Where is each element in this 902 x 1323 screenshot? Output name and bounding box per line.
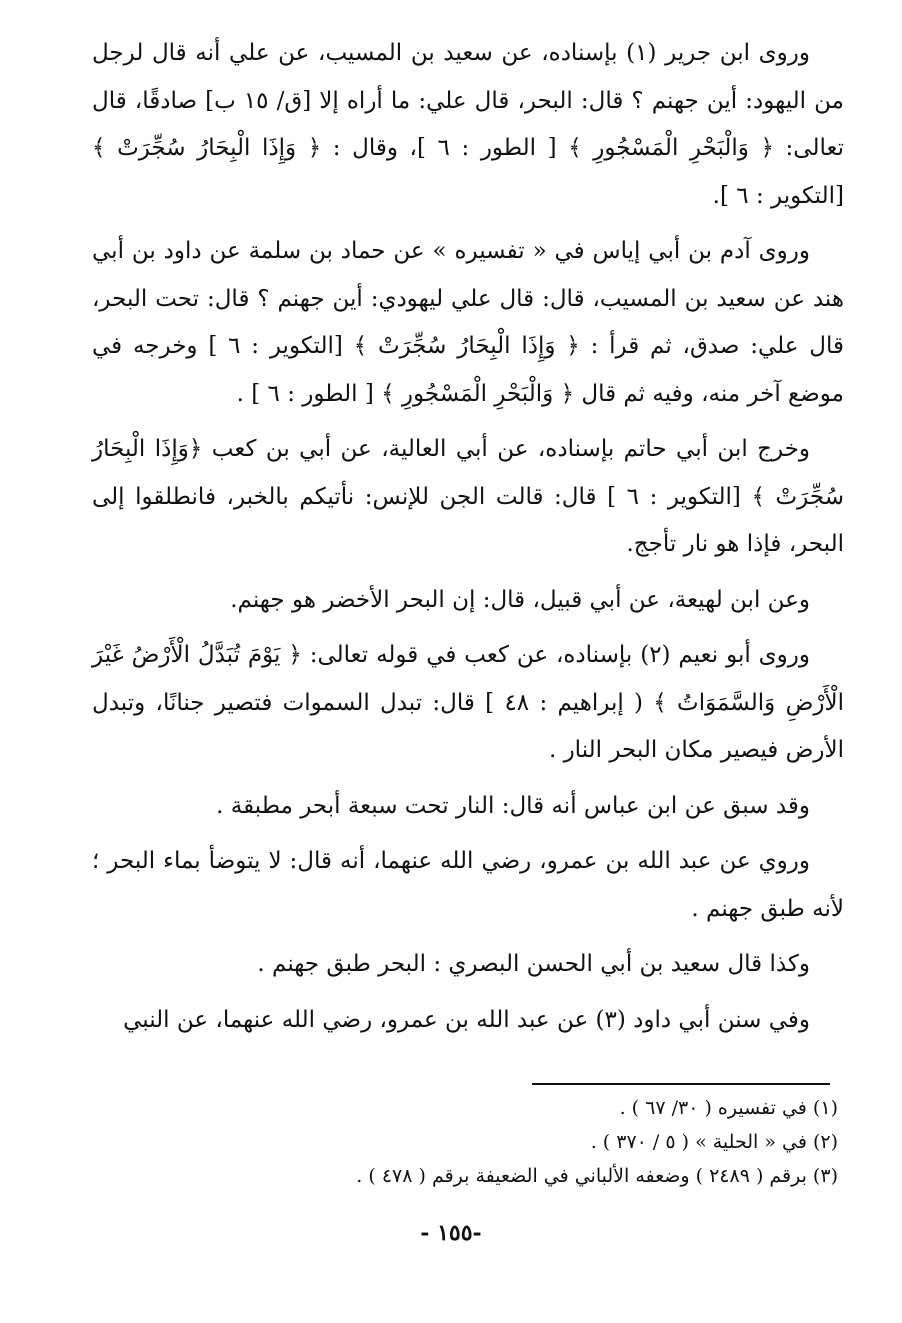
page-number: - ١٥٥- (420, 1220, 482, 1246)
paragraph-9: وفي سنن أبي داود (٣) عن عبد الله بن عمرو، رضي الله عنهما، عن النبي (123, 1006, 810, 1033)
paragraph-6: وقد سبق عن ابن عباس أنه قال: النار تحت سبعة أبحر مطبقة . (216, 792, 810, 819)
footnote-1: (١) في تفسيره ( ٣٠/ ٦٧ ) . (619, 1097, 838, 1119)
footnotes (150, 1091, 838, 1193)
paragraph-2: وروى آدم بن أبي إياس في « تفسيره » عن حماد بن سلمة عن داود بن أبي هند عن سعيد بن المسيب، قال: قال علي ليهودي: أين جهنم ؟ قال: تحت البحر، قال علي: صدق، ثم قرأ : ﴿ وَإِذَا الْبِحَارُ سُجِّرَتْ ﴾ [التكوير : ٦ ] وخرجه في موضع آخر منه، وفيه ثم قال ﴿ وَالْبَحْرِ الْمَسْجُورِ ﴾ [ الطور : ٦ ] . (92, 238, 844, 407)
paragraph-1: وروى ابن جرير (١) بإسناده، عن سعيد بن المسيب، عن علي أنه قال لرجل من اليهود: أين جهنم ؟ قال: البحر، قال علي: ما أراه إلا [ق/ ١٥ ب] صادقًا، قال تعالى: ﴿ وَالْبَحْرِ الْمَسْجُورِ ﴾ [ الطور : ٦ ]، وقال : ﴿ وَإِذَا الْبِحَارُ سُجِّرَتْ ﴾ [التكوير : ٦ ]. (92, 40, 844, 209)
footnote-separator (532, 1083, 830, 1085)
paragraph-5: وروى أبو نعيم (٢) بإسناده، عن كعب في قوله تعالى: ﴿ يَوْمَ تُبَدَّلُ الْأَرْضُ غَيْرَ الْأَرْضِ وَالسَّمَوَاتُ ﴾ ( إبراهيم : ٤٨ ] قال: تبدل السموات فتصير جنانًا، وتبدل الأرض فيصير مكان البحر النار . (92, 642, 844, 763)
footnote-2: (٢) في « الحلية » ( ٥ / ٣٧٠ ) . (590, 1131, 838, 1153)
main-text (92, 30, 844, 1052)
paragraph-3: وخرج ابن أبي حاتم بإسناده، عن أبي العالية، عن أبي بن كعب ﴿وَإِذَا الْبِحَارُ سُجِّرَتْ ﴾ [التكوير : ٦ ] قال: قالت الجن للإنس: نأتيكم بالخبر، فانطلقوا إلى البحر، فإذا هو نار تأجج. (92, 436, 844, 557)
paragraph-7: وروي عن عبد الله بن عمرو، رضي الله عنهما، أنه قال: لا يتوضأ بماء البحر ؛ لأنه طبق جهنم . (92, 848, 844, 922)
paragraph-8: وكذا قال سعيد بن أبي الحسن البصري : البحر طبق جهنم . (257, 951, 810, 977)
footnote-3: (٣) برقم ( ٢٤٨٩ ) وضعفه الألباني في الضعيفة برقم ( ٤٧٨ ) . (356, 1165, 838, 1187)
paragraph-4: وعن ابن لهيعة، عن أبي قبيل، قال: إن البحر الأخضر هو جهنم. (230, 586, 810, 613)
